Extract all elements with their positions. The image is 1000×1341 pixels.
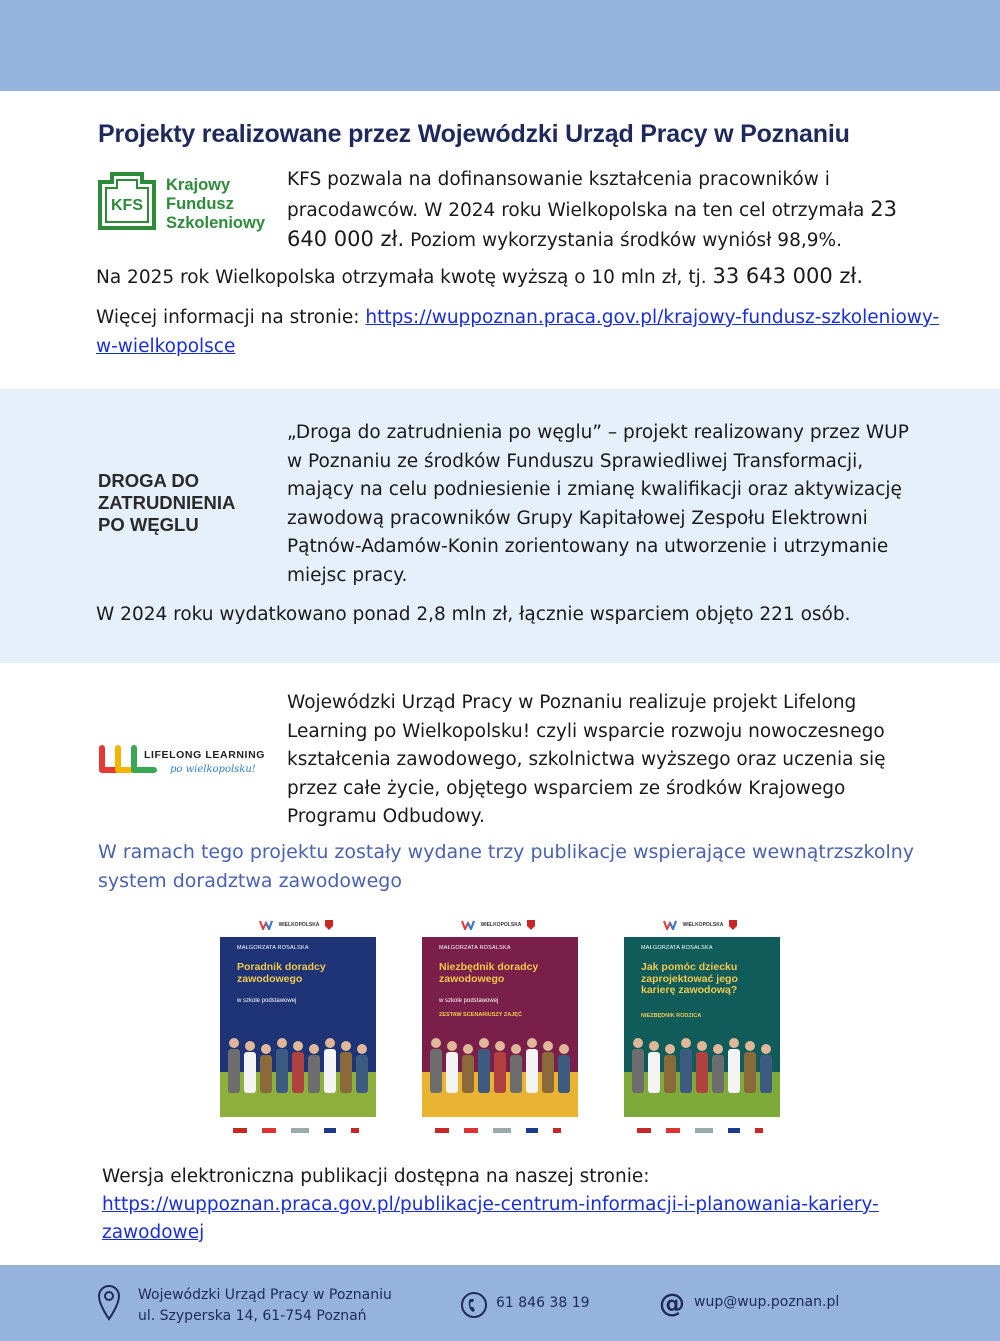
cover-author: MAŁGORZATA ROSALSKA: [439, 945, 511, 951]
publications-link[interactable]: https://wuppoznan.praca.gov.pl/publikacje-centrum-informacji-i-planowania-kariery-zawodowej: [102, 1194, 879, 1243]
cover-header-text: WIELKOPOLSKA: [682, 921, 724, 928]
cover-subtitle: w szkole podstawowej: [237, 997, 297, 1004]
kfs-p1-amount: 23 640 000 zł.: [287, 196, 897, 251]
wup-logo-icon: [259, 920, 273, 930]
kfs-p1-a: KFS pozwala na dofinansowanie kształcenia pracowników i pracodawców. W 2024 roku Wielkopolska na ten cel otrzymała: [287, 169, 871, 221]
droga-logo-line3: PO WĘGLU: [98, 514, 199, 535]
kfs-more-label: Więcej informacji na stronie:: [96, 307, 366, 328]
cover-header-text: WIELKOPOLSKA: [278, 921, 320, 928]
lll-paragraph: Wojewódzki Urząd Pracy w Poznaniu realizuje projekt Lifelong Learning po Wielkopolsku! czyli wsparcie rozwoju nowoczesnego kształcenia zawodowego, szkolnictwa wyższego oraz uczenia się przez całe życie, objętego wsparciem ze środków Krajowego Programu Odbudowy.: [287, 692, 886, 827]
footer-org: Wojewódzki Urząd Pracy w Poznaniu: [138, 1287, 392, 1303]
publications-label: Wersja elektroniczna publikacji dostępna na naszej stronie:: [102, 1166, 650, 1187]
kfs-logo-line3: Szkoleniowy: [166, 214, 266, 232]
droga-logo-line2: ZATRUDNIENIA: [98, 492, 236, 513]
publication-cover-3: [620, 912, 780, 1140]
droga-2024-paragraph: W 2024 roku wydatkowano ponad 2,8 mln zł, łącznie wsparciem objęto 221 osób.: [96, 604, 851, 625]
cover-header: [418, 912, 578, 937]
cover-header-text: WIELKOPOLSKA: [480, 921, 522, 928]
droga-logo-line1: DROGA DO: [98, 470, 200, 491]
publications-info: [102, 1163, 952, 1247]
cover-header: [216, 912, 376, 937]
cover-artwork: [422, 937, 578, 1117]
lifelong-learning-logo: [98, 742, 273, 782]
footer-email[interactable]: wup@wup.poznan.pl: [694, 1294, 840, 1310]
cover-author: MAŁGORZATA ROSALSKA: [237, 945, 309, 951]
footer-address: [138, 1285, 392, 1327]
cover-tag: NIEZBĘDNIK RODZICA: [641, 1013, 702, 1019]
kfs-badge-text: KFS: [111, 197, 143, 214]
people-illustration-icon: [422, 1025, 578, 1105]
droga-logo: [98, 470, 235, 536]
cover-footer-logos: [620, 1120, 780, 1140]
cover-author: MAŁGORZATA ROSALSKA: [641, 945, 713, 951]
phone-icon: [460, 1291, 488, 1319]
cover-title: Jak pomóc dziecku zaprojektować jego karierę zawodową?: [641, 961, 738, 996]
kfs-more-info: [96, 304, 956, 361]
location-pin-icon: [96, 1283, 122, 1321]
kfs-2025-paragraph: [96, 262, 976, 293]
cover-title: Poradnik doradcy zawodowego: [237, 961, 326, 985]
lll-logo-title: LIFELONG LEARNING: [144, 749, 266, 761]
lll-logo-sub: po wielkopolsku!: [170, 764, 256, 775]
cover-subtitle: w szkole podstawowej: [439, 997, 499, 1004]
people-illustration-icon: [624, 1025, 780, 1105]
kfs-p2-a: Na 2025 rok Wielkopolska otrzymała kwotę wyższą o 10 mln zł, tj.: [96, 267, 713, 288]
email-at-icon: [658, 1288, 686, 1318]
wup-logo-icon: [663, 920, 677, 930]
publication-cover-1: [216, 912, 376, 1140]
cover-artwork: [220, 937, 376, 1117]
lll-publications-intro: W ramach tego projektu zostały wydane trzy publikacje wspierające wewnątrzszkolny system doradztwa zawodowego: [98, 841, 915, 892]
footer-street: ul. Szyperska 14, 61-754 Poznań: [138, 1308, 367, 1324]
cover-header: [620, 912, 780, 937]
page-title: Projekty realizowane przez Wojewódzki Urząd Pracy w Poznaniu: [98, 120, 850, 148]
people-illustration-icon: [220, 1025, 376, 1105]
kfs-logo-line1: Krajowy: [166, 176, 231, 194]
droga-paragraph: „Droga do zatrudnienia po węglu” – projekt realizowany przez WUP w Poznaniu ze środków Funduszu Sprawiedliwej Transformacji, mający na celu podniesienie i zmianę kwalifikacji oraz aktywizację zawodową pracowników Grupy Kapitałowej Zespołu Elektrowni Pątnów-Adamów-Konin zorientowany na utworzenie i utrzymanie miejsc pracy.: [287, 422, 909, 586]
cover-footer-logos: [418, 1120, 578, 1140]
kfs-logo-line2: Fundusz: [166, 195, 234, 213]
wup-logo-icon: [461, 920, 475, 930]
kfs-p1-b: Poziom wykorzystania środków wyniósł 98,9%.: [404, 230, 842, 251]
cover-title: Niezbędnik doradcy zawodowego: [439, 961, 539, 985]
kfs-paragraph: [287, 166, 927, 256]
cover-tag: ZESTAW SCENARIUSZY ZAJĘĆ: [439, 1011, 522, 1018]
kfs-p2-amount: 33 643 000 zł.: [712, 264, 864, 288]
footer-phone[interactable]: 61 846 38 19: [496, 1295, 590, 1311]
kfs-logo: [98, 170, 276, 240]
coat-of-arms-icon: [325, 920, 333, 930]
kfs-more-link[interactable]: https://wuppoznan.praca.gov.pl/krajowy-fundusz-szkoleniowy-w-wielkopolsce: [96, 307, 940, 357]
coat-of-arms-icon: [729, 920, 737, 930]
svg-text:@: @: [659, 1289, 685, 1318]
cover-artwork: [624, 937, 780, 1117]
top-band: [0, 0, 1000, 91]
cover-footer-logos: [216, 1120, 376, 1140]
coat-of-arms-icon: [527, 920, 535, 930]
publication-cover-2: [418, 912, 578, 1140]
